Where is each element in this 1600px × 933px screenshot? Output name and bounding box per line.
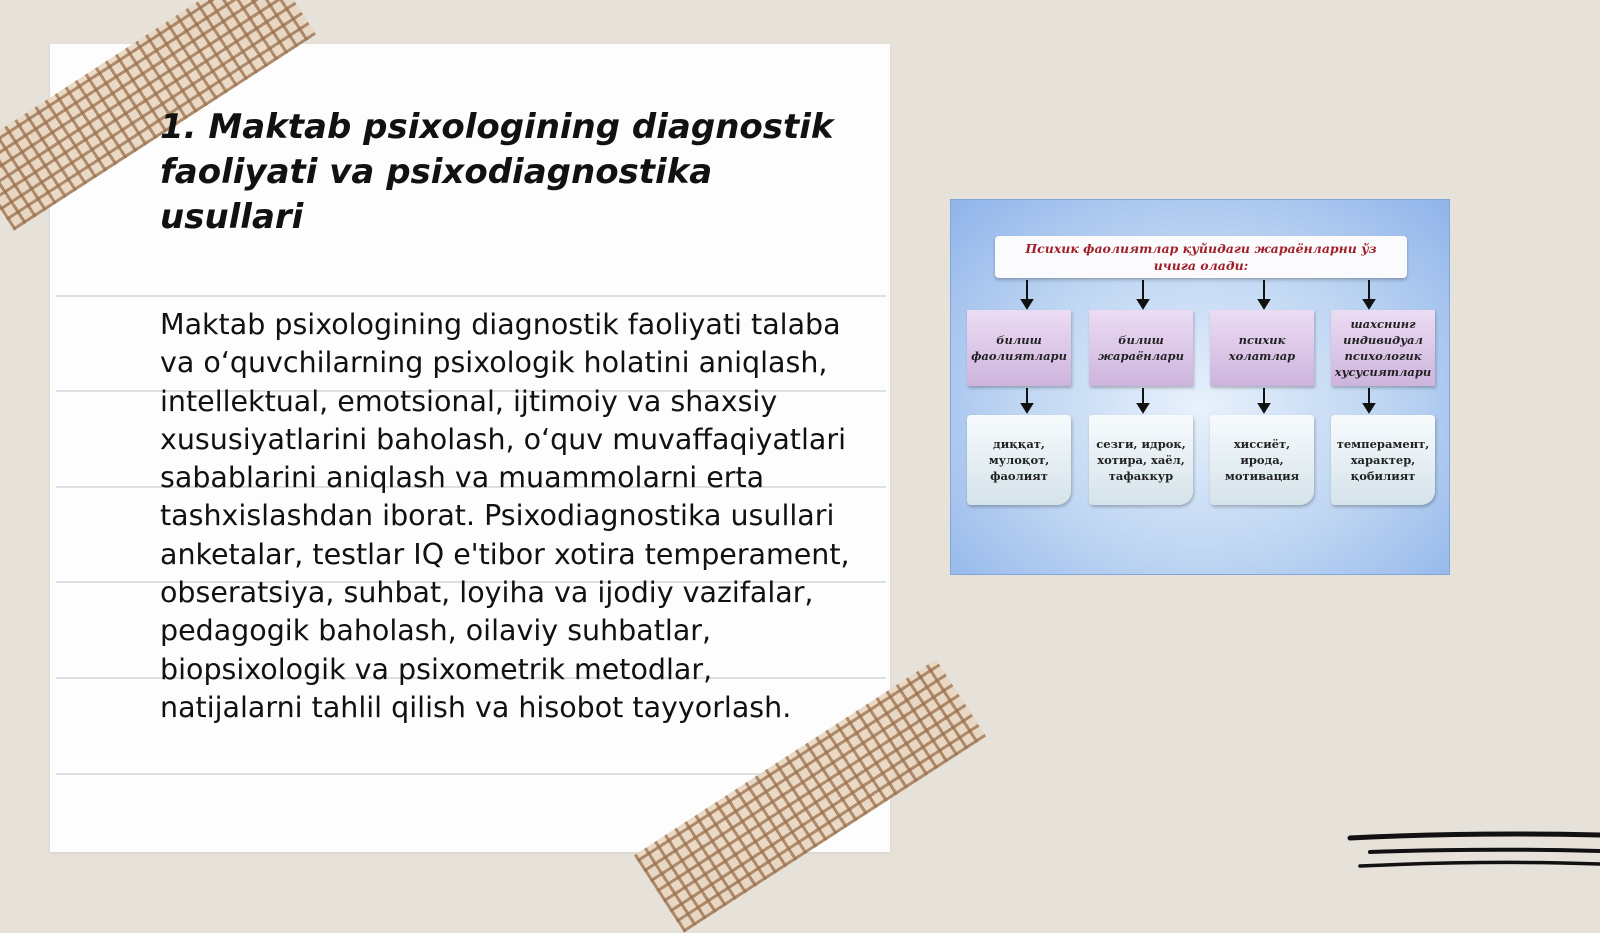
- diagram-category-box: билиш фаолиятлари: [967, 310, 1071, 386]
- diagram-category-box: билиш жараёнлари: [1089, 310, 1193, 386]
- psychic-activity-diagram: [950, 199, 1450, 575]
- diagram-example-box: сезги, идрок, хотира, хаёл, тафаккур: [1089, 415, 1193, 505]
- diagram-example-box: диққат, мулоқот, фаолият: [967, 415, 1071, 505]
- diagram-category-box: шахснинг индивидуал психологик хусусиятлари: [1331, 310, 1435, 386]
- slide-title: 1. Maktab psixologining diagnostik faoliyati va psixodiagnostika usullari: [160, 107, 834, 237]
- diagram-category-box: психик холатлар: [1210, 310, 1314, 386]
- diagram-example-box: хиссиёт, ирода, мотивация: [1210, 415, 1314, 505]
- decorative-brush-lines: [1340, 830, 1600, 880]
- slide-body-text: Maktab psixologining diagnostik faoliyati talaba va o‘quvchilarning psixologik holatini aniqlash, intellektual, emotsional, ijtimoiy va shaxsiy xususiyatlarini baholash, o‘quv muvaffaqiyatlari sabablarini aniqlash va muammolarni erta tashxislashdan iborat. Psixodiagnostika usullari anketalar, testlar IQ e'tibor xotira temperament, obseratsiya, suhbat, loyiha va ijodiy vazifalar, pedagogik baholash, oilaviy suhbatlar, biopsixologik va psixometrik metodlar, natijalarni tahlil qilish va hisobot tayyorlash.: [160, 308, 850, 724]
- diagram-header: Психик фаолиятлар қуйидаги жараёнларни ўз ичига олади:: [995, 236, 1407, 278]
- paper-rule: [56, 295, 886, 297]
- diagram-example-box: темперамент, характер, қобилият: [1331, 415, 1435, 505]
